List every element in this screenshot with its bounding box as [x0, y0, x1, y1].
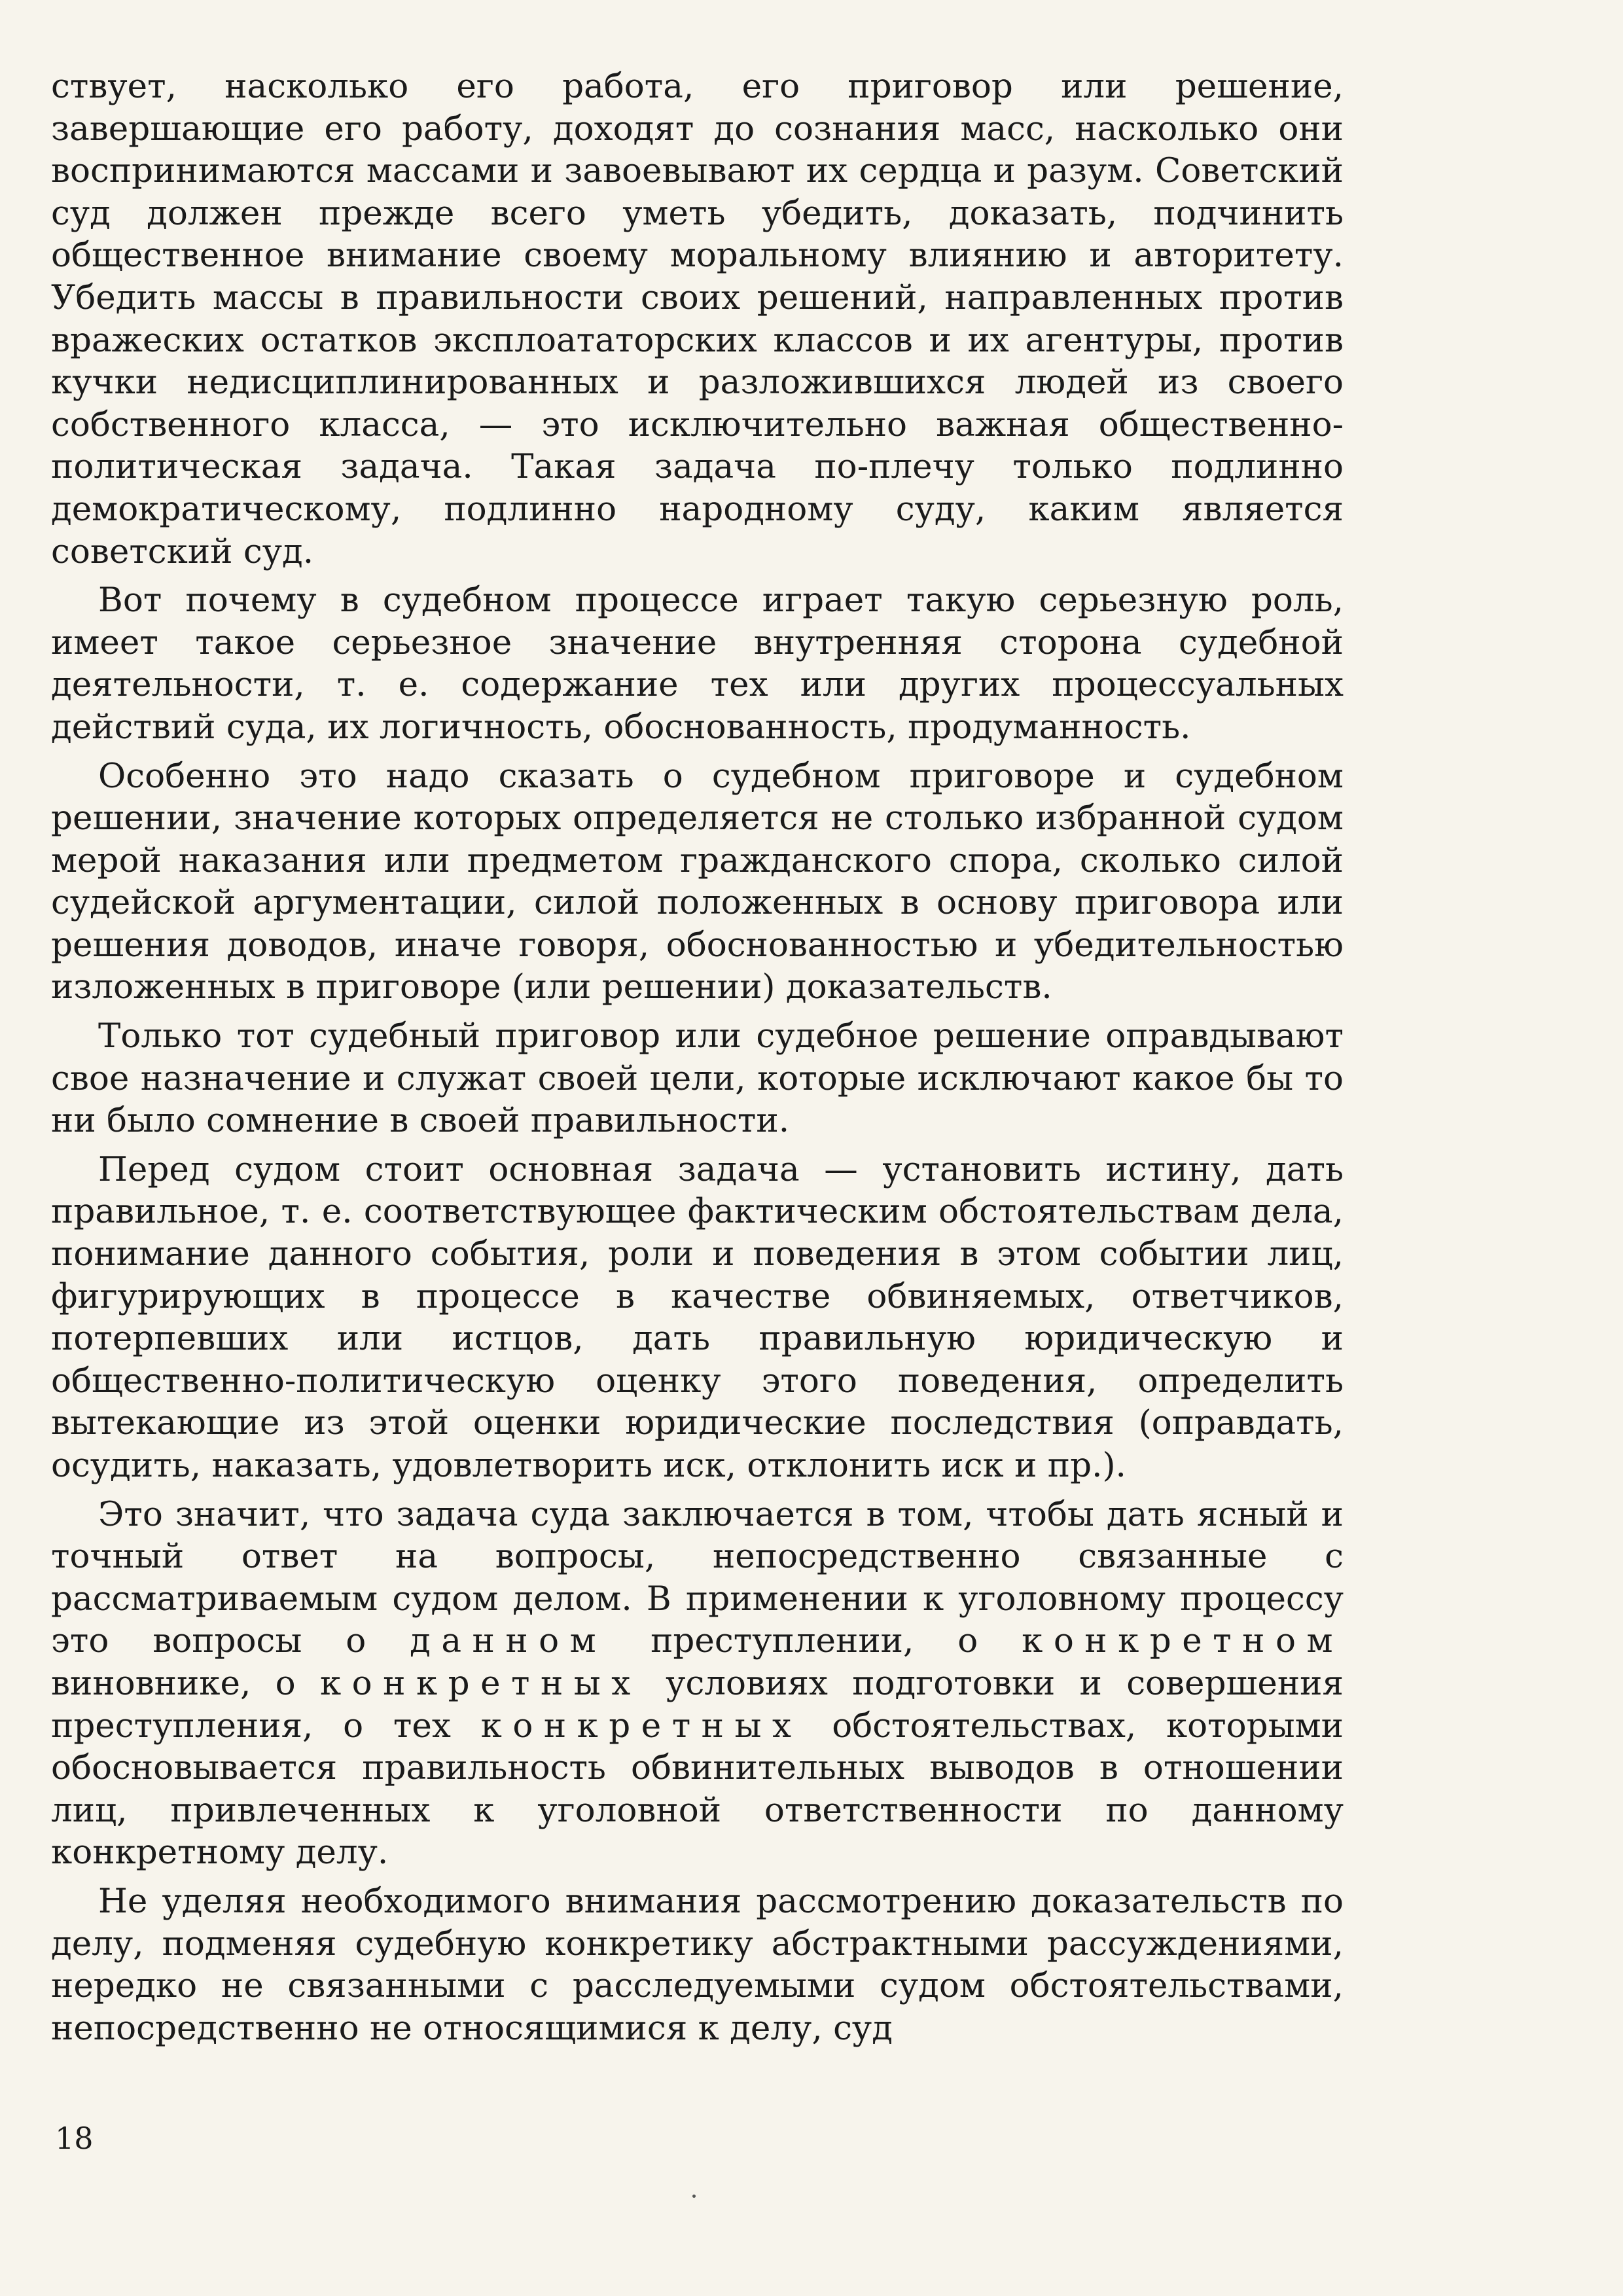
paragraph-6-emphasis-h: конкретных	[480, 1706, 802, 1746]
body-text	[51, 65, 1344, 2049]
paragraph-6-text-g: условиях подготовки и совершения преступления, о тех	[51, 1663, 1344, 1746]
paragraph-5: Перед судом стоит основная задача — установить истину, дать правильное, т. е. соответствующее фактическим обстоятельствам дела, понимание данного события, роли и поведения в этом событии лиц, фигурирующих в процессе в качестве обвиняемых, ответчиков, потерпевших или истцов, дать правильную юридическую и общественно-политическую оценку этого поведения, определить вытекающие из этой оценки юридические последствия (оправдать, осудить, наказать, удовлетворить иск, отклонить иск и пр.).	[51, 1149, 1344, 1485]
paragraph-1: ствует, насколько его работа, его приговор или решение, завершающие его работу, доходят до сознания масс, насколько они воспринимаются массами и завоевывают их сердца и разум. Советский суд должен прежде всего уметь убедить, доказать, подчинить общественное внимание своему моральному влиянию и авторитету. Убедить массы в правильности своих решений, направленных против вражеских остатков эксплоататорских классов и их агентуры, против кучки недисциплинированных и разложившихся людей из своего собственного класса, — это исключительно важная общественно-политическая задача. Такая задача по-плечу только подлинно демократическому, подлинно народному суду, каким является советский суд.	[51, 67, 1344, 571]
paragraph-6-emphasis-f: конкретных	[320, 1663, 641, 1703]
page-number: 18	[55, 2121, 94, 2156]
paragraph-2: Вот почему в судебном процессе играет такую серьезную роль, имеет такое серьезное значение внутренняя сторона судебной деятельности, т. е. содержание тех или других процессуальных действий суда, их логичность, обоснованность, продуманность.	[51, 581, 1344, 747]
paragraph-6	[51, 1494, 1344, 1874]
paragraph-6-emphasis-d: конкретном	[1022, 1621, 1344, 1661]
paragraph-6-text-e: виновнике, о	[51, 1663, 320, 1703]
paragraph-7: Не уделяя необходимого внимания рассмотрению доказательств по делу, подменяя судебную конкретику абстрактными рассуждениями, нередко не связанными с расследуемыми судом обстоятельствами, непосредственно не относящимися к делу, суд	[51, 1881, 1344, 2048]
paragraph-6-text-c: преступлении, о	[607, 1621, 1022, 1661]
paragraph-6-text-a: Это значит, что задача суда заключается в том, чтобы дать ясный и точный ответ на вопросы, непосредственно связанные с рассматриваемым судом делом. В применении к уголовному процессу это вопросы о	[51, 1494, 1344, 1661]
paragraph-6-emphasis-a: данном	[410, 1621, 607, 1661]
paragraph-3: Особенно это надо сказать о судебном приговоре и судебном решении, значение которых определяется не столько избранной судом мерой наказания или предметом гражданского спора, сколько силой судейской аргументации, силой положенных в основу приговора или решения доводов, иначе говоря, обоснованностью и убедительностью изложенных в приговоре (или решении) доказательств.	[51, 756, 1344, 1007]
print-speck	[692, 2195, 696, 2198]
paragraph-4: Только тот судебный приговор или судебное решение оправдывают свое назначение и служат своей цели, которые исключают какое бы то ни было сомнение в своей правильности.	[51, 1016, 1344, 1141]
paragraph-6-text-i: обстоятельствах, которыми обосновывается правильность обвинительных выводов в отношении лиц, привлеченных к уголовной ответственности по данному конкретному делу.	[51, 1706, 1344, 1873]
